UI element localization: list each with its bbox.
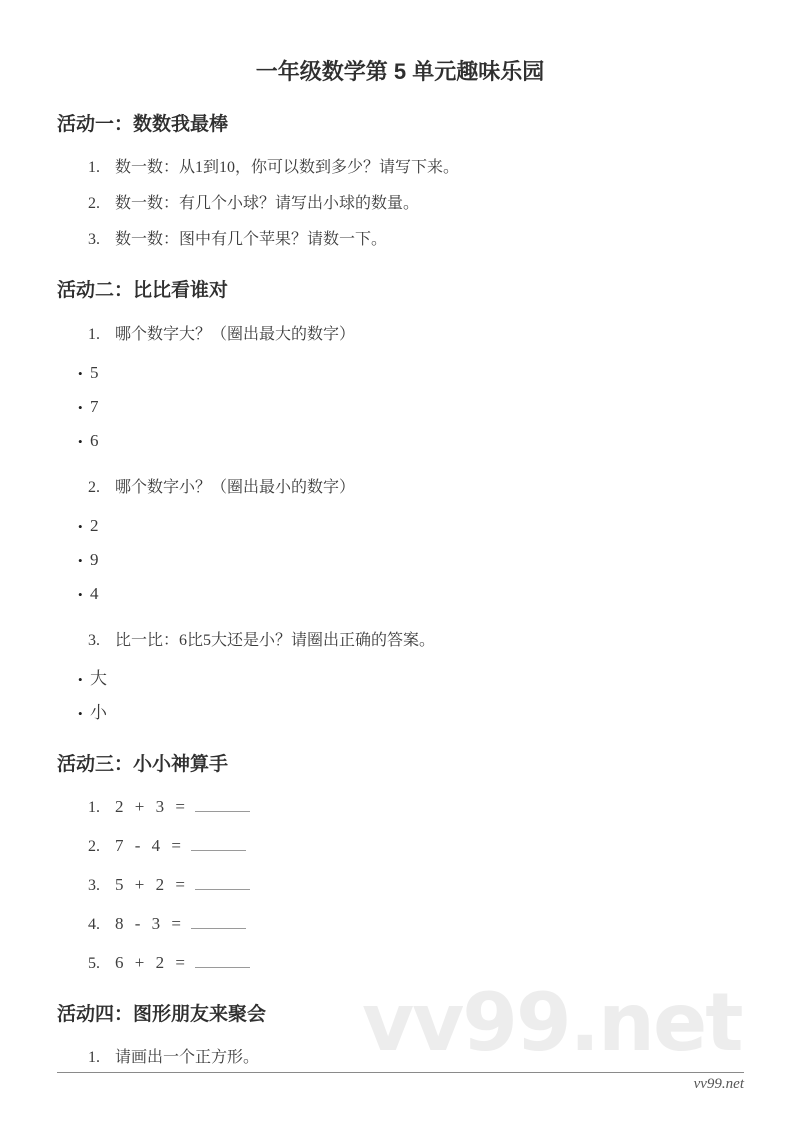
- math-problem: [57, 874, 743, 897]
- math-problem: [57, 796, 743, 819]
- option-item: [57, 583, 743, 606]
- item-number: 1.: [88, 159, 100, 177]
- item-text: 数一数：有几个小球？请写出小球的数量。: [115, 195, 420, 213]
- item-text: 数一数：图中有几个苹果？请数一下。: [115, 231, 388, 249]
- option-text: 6: [90, 430, 99, 450]
- option-text: 2: [90, 515, 99, 535]
- option-item: [57, 430, 743, 453]
- item-number: 2.: [88, 195, 100, 213]
- item-number: 1.: [88, 1049, 100, 1067]
- item-number: 5.: [88, 954, 100, 972]
- item-text: 哪个数字大？（圈出最大的数字）: [115, 325, 356, 343]
- option-text: 9: [90, 549, 99, 569]
- math-expression: 2 + 3 =: [115, 796, 186, 816]
- item-text: 哪个数字小？（圈出最小的数字）: [115, 478, 356, 496]
- bullet-icon: •: [78, 433, 83, 449]
- footer: [57, 1072, 744, 1093]
- option-item: [57, 396, 743, 419]
- item-number: 3.: [88, 631, 100, 649]
- item-number: 1.: [88, 325, 100, 343]
- math-problem: [57, 913, 743, 936]
- answer-blank-line: [191, 836, 246, 851]
- option-text: 小: [90, 702, 107, 722]
- item-number: 1.: [88, 798, 100, 816]
- answer-blank-line: [195, 875, 250, 890]
- bullet-icon: •: [78, 399, 83, 415]
- section-heading-activity4: 活动四：图形朋友来聚会: [57, 1003, 267, 1025]
- answer-blank-line: [191, 914, 246, 929]
- section-heading-activity2: 活动二：比比看谁对: [57, 280, 229, 302]
- option-item: [57, 668, 743, 691]
- list-item: [57, 1047, 743, 1069]
- option-text: 5: [90, 362, 99, 382]
- answer-blank-line: [195, 953, 250, 968]
- option-item: [57, 515, 743, 538]
- section-heading-activity1: 活动一：数数我最棒: [57, 113, 229, 135]
- section-heading-activity3: 活动三：小小神算手: [57, 753, 229, 775]
- option-text: 4: [90, 583, 99, 603]
- math-problem: [57, 952, 743, 975]
- item-number: 2.: [88, 478, 100, 496]
- option-text: 大: [90, 668, 107, 688]
- bullet-icon: •: [78, 671, 83, 687]
- option-item: [57, 362, 743, 385]
- option-item: [57, 549, 743, 572]
- bullet-icon: •: [78, 705, 83, 721]
- item-text: 数一数：从1到10，你可以数到多少？请写下来。: [115, 159, 460, 177]
- question-item: [57, 324, 743, 346]
- footer-site-text: vv99.net: [693, 1076, 744, 1092]
- item-text: 请画出一个正方形。: [115, 1049, 260, 1067]
- item-number: 4.: [88, 915, 100, 933]
- question-item: [57, 477, 743, 499]
- answer-blank-line: [195, 797, 250, 812]
- bullet-icon: •: [78, 518, 83, 534]
- item-number: 3.: [88, 231, 100, 249]
- option-item: [57, 702, 743, 725]
- doc-title: 一年级数学第 5 单元趣味乐园: [255, 59, 545, 84]
- bullet-icon: •: [78, 365, 83, 381]
- bullet-icon: •: [78, 552, 83, 568]
- item-number: 2.: [88, 837, 100, 855]
- watermark-text: vv99.net: [362, 976, 742, 1069]
- math-expression: 5 + 2 =: [115, 874, 186, 894]
- list-item: [57, 193, 743, 215]
- item-number: 3.: [88, 876, 100, 894]
- bullet-icon: •: [78, 586, 83, 602]
- list-item: [57, 157, 743, 179]
- option-text: 7: [90, 396, 99, 416]
- math-expression: 8 - 3 =: [115, 913, 182, 933]
- item-text: 比一比：6比5大还是小？请圈出正确的答案。: [115, 631, 436, 649]
- math-expression: 7 - 4 =: [115, 835, 182, 855]
- question-item: [57, 630, 743, 652]
- list-item: [57, 229, 743, 251]
- math-problem: [57, 835, 743, 858]
- math-expression: 6 + 2 =: [115, 952, 186, 972]
